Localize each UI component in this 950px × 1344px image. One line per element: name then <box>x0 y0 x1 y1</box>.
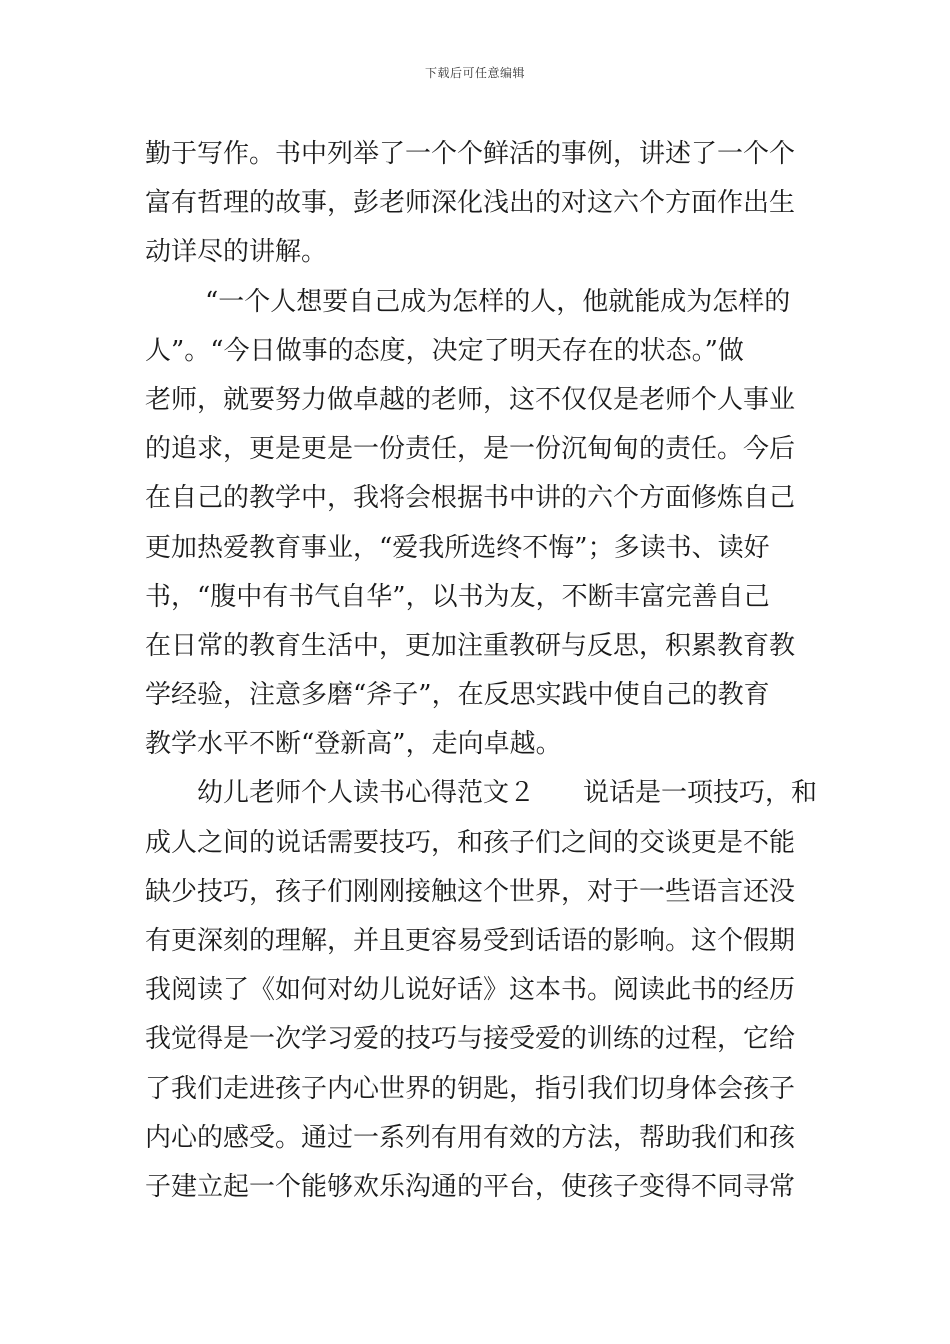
text-line: 教学水平不断“登新高”，走向卓越。 <box>145 729 562 760</box>
text-line: 缺少技巧，孩子们刚刚接触这个世界，对于一些语言还没 <box>145 876 796 907</box>
text-line: 书，“腹中有书气自华”，以书为友，不断丰富完善自己 <box>145 581 770 612</box>
text-line: “一个人想要自己成为怎样的人，他就能成为怎样的 <box>205 286 791 317</box>
header-note: 下载后可任意编辑 <box>424 66 525 80</box>
body-text <box>145 130 818 1212</box>
text-line: 更加热爱教育事业，“爱我所选终不悔”；多读书、读好 <box>145 532 770 563</box>
text-line: 了我们走进孩子内心世界的钥匙，指引我们切身体会孩子 <box>145 1073 796 1104</box>
section-title: 幼儿老师个人读书心得范文２ <box>197 778 536 809</box>
text-line: 富有哲理的故事，彭老师深化浅出的对这六个方面作出生 <box>145 188 796 219</box>
text-line: 子建立起一个能够欢乐沟通的平台，使孩子变得不同寻常 <box>145 1171 796 1202</box>
text-line: 勤于写作。书中列举了一个个鲜活的事例，讲述了一个个 <box>145 139 796 169</box>
text-line: 成人之间的说话需要技巧，和孩子们之间的交谈更是不能 <box>145 827 796 858</box>
text-line: 在日常的教育生活中，更加注重教研与反思，积累教育教 <box>145 630 796 661</box>
text-line: 动详尽的讲解。 <box>145 237 328 268</box>
text-line: 有更深刻的理解，并且更容易受到话语的影响。这个假期 <box>145 926 796 956</box>
text-line: 内心的感受。通过一系列有用有效的方法，帮助我们和孩 <box>145 1122 796 1153</box>
text-line: 人”。“今日做事的态度，决定了明天存在的状态。”做 <box>145 335 744 366</box>
text-line: 在自己的教学中，我将会根据书中讲的六个方面修炼自己 <box>145 483 796 514</box>
text-line: 学经验，注意多磨“斧子”，在反思实践中使自己的教育 <box>145 680 770 711</box>
text-line: 我觉得是一次学习爱的技巧与接受爱的训练的过程，它给 <box>145 1024 796 1055</box>
section-line <box>145 769 818 818</box>
text-line: 的追求，更是更是一份责任，是一份沉甸甸的责任。今后 <box>145 434 796 465</box>
text-line: 我阅读了《如何对幼儿说好话》这本书。阅读此书的经历 <box>145 975 796 1006</box>
text-line: 老师，就要努力做卓越的老师，这不仅仅是老师个人事业 <box>145 384 796 415</box>
text-line: 说话是一项技巧，和 <box>583 778 818 809</box>
